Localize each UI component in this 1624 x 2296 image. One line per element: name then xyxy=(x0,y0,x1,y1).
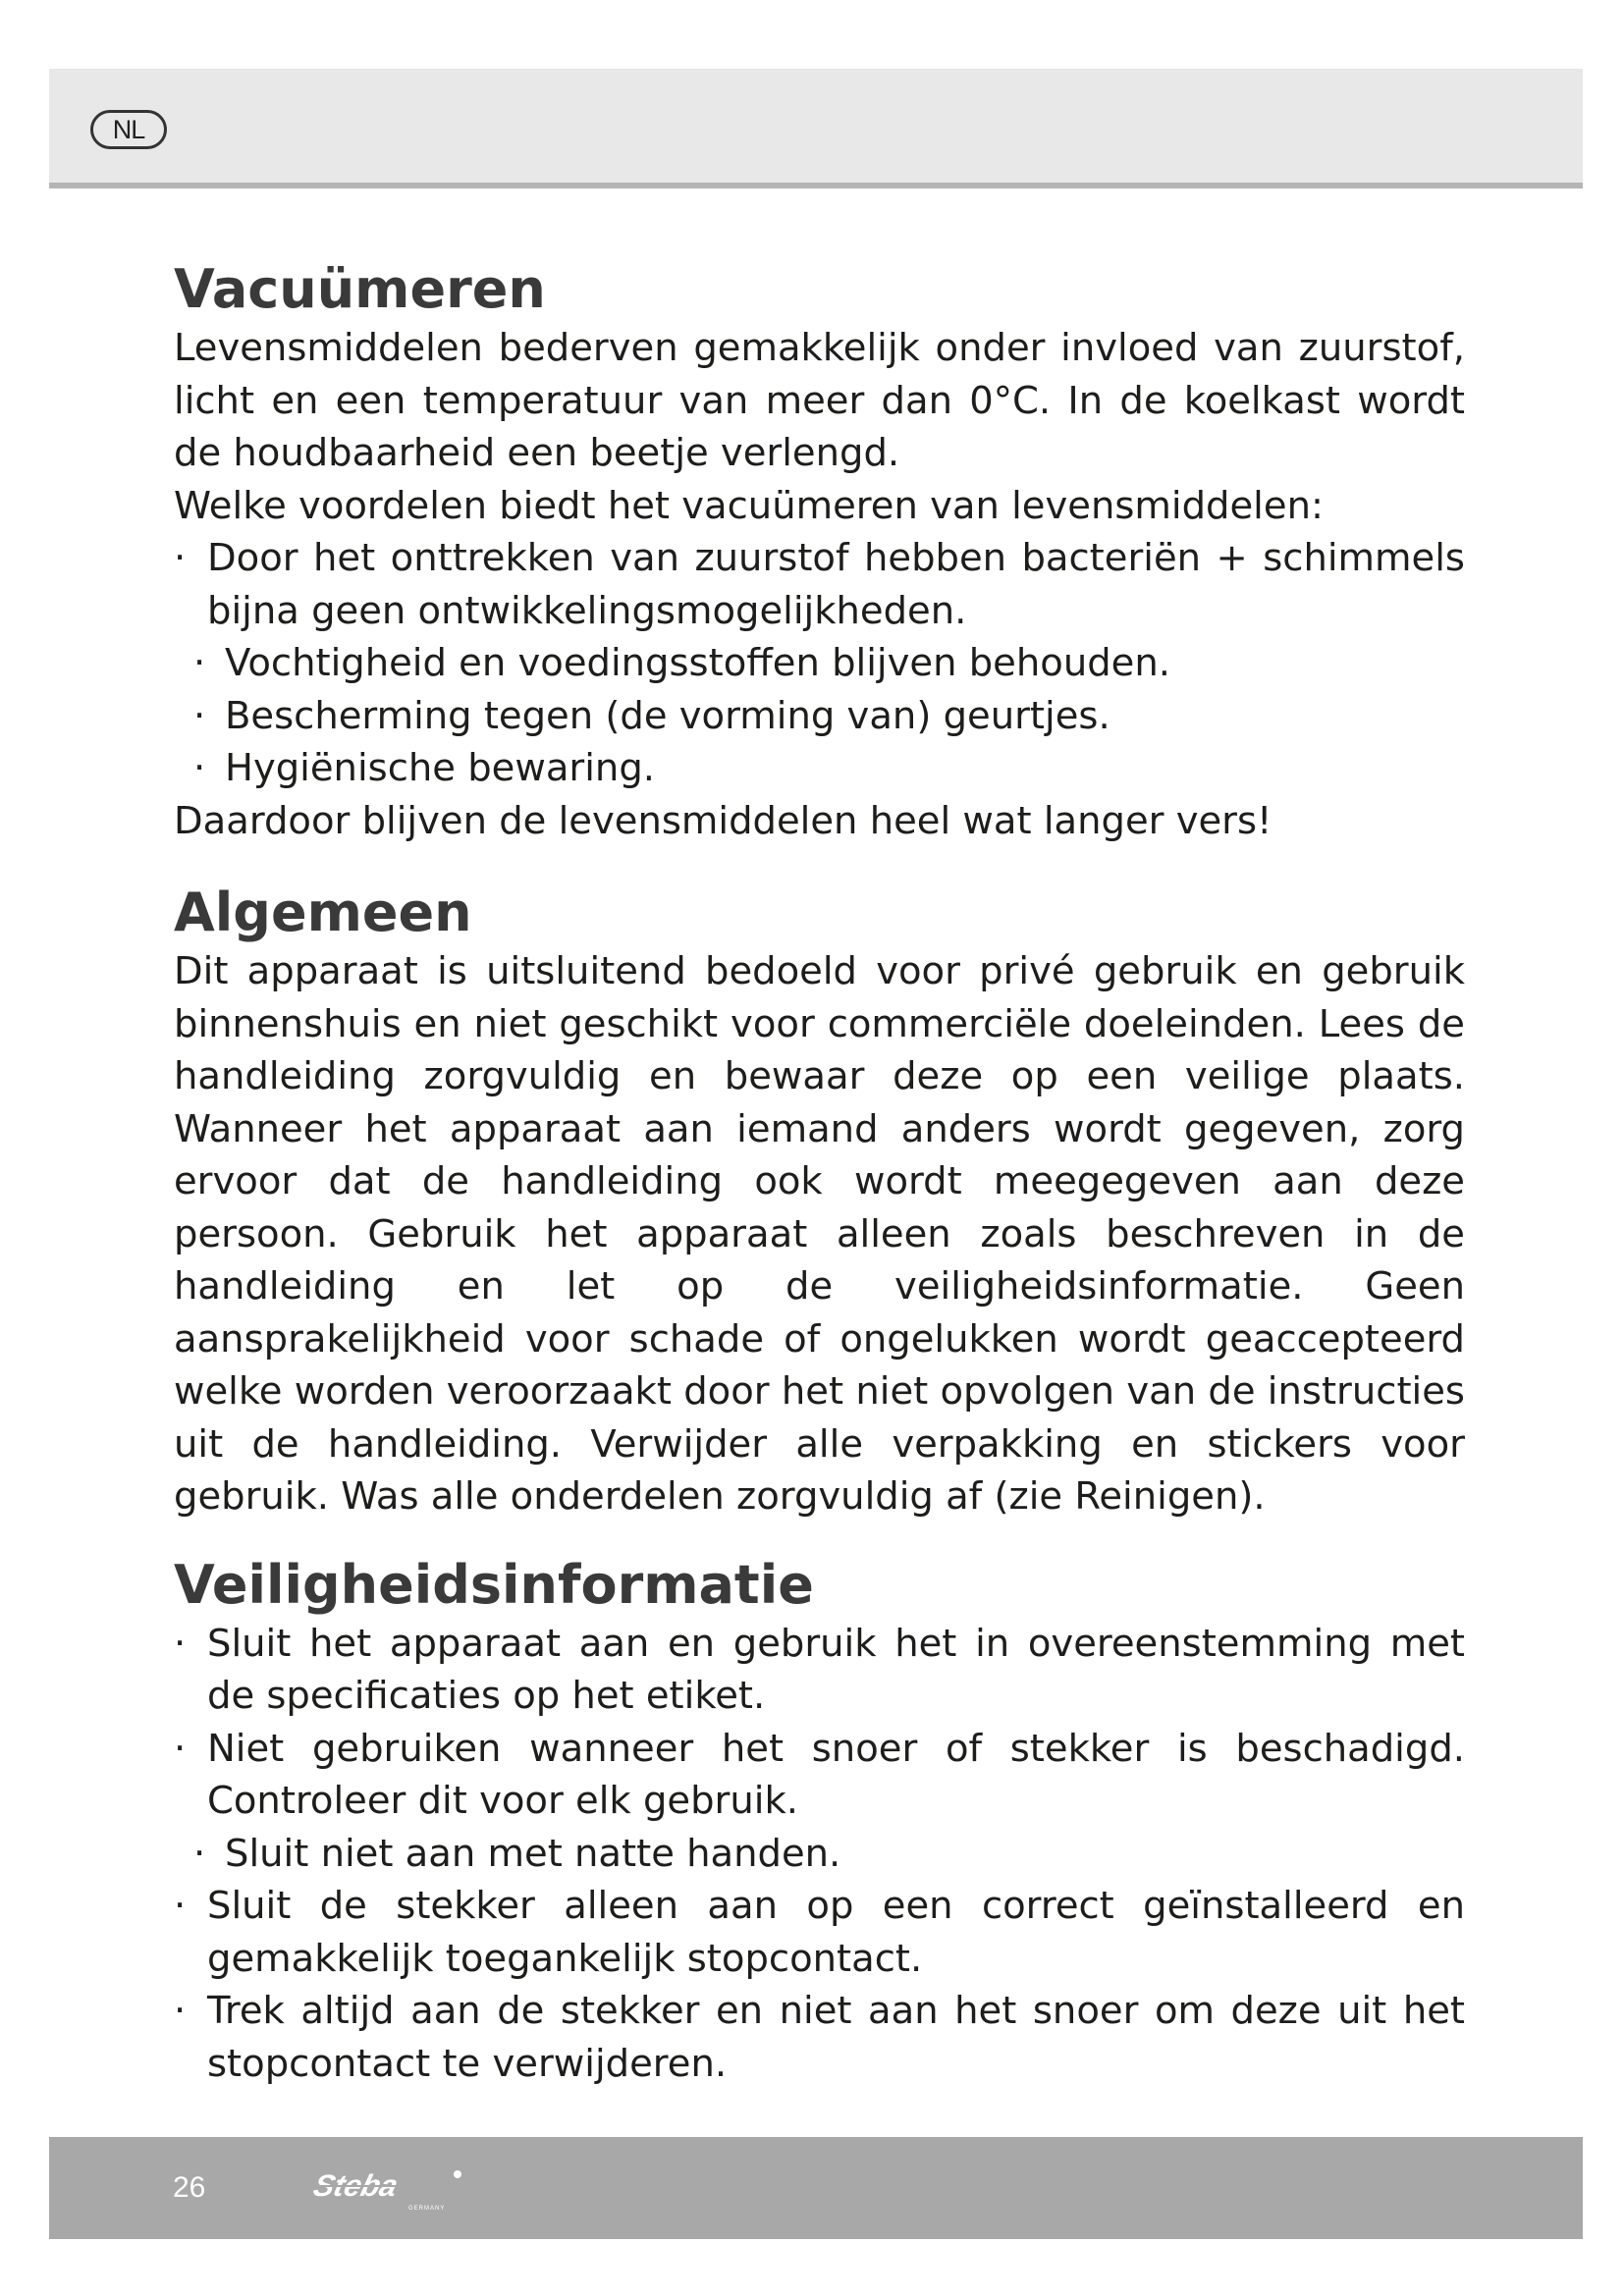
list-item xyxy=(174,1828,1465,1881)
list-item xyxy=(174,690,1465,743)
header-band xyxy=(49,69,1583,188)
list-item xyxy=(174,532,1465,637)
list-item-text: Hygiënische bewaring. xyxy=(225,746,656,790)
list-item xyxy=(174,1618,1465,1723)
benefits-list xyxy=(174,532,1465,795)
section-vacuum xyxy=(174,257,1465,847)
list-item xyxy=(174,637,1465,690)
section-title: Algemeen xyxy=(174,881,472,943)
bullet-icon: · xyxy=(174,1726,187,1771)
list-item xyxy=(174,742,1465,795)
bullet-icon: · xyxy=(193,641,206,685)
section-title: Vacuümeren xyxy=(174,258,546,320)
section-safety xyxy=(174,1553,1465,2091)
logo-registered-dot xyxy=(454,2170,461,2178)
footer-band xyxy=(49,2137,1583,2239)
bullet-icon: · xyxy=(193,746,206,790)
question-paragraph: Welke voordelen biedt het vacuümeren van levensmiddelen: xyxy=(174,483,1324,528)
list-item-text: Niet gebruiken wanneer het snoer of stekker is beschadigd. Controleer dit voor elk gebruik. xyxy=(207,1726,1465,1823)
general-paragraph: Dit apparaat is uitsluitend bedoeld voor privé gebruik en gebruik binnenshuis en niet geschikt voor commerciële doeleinden. Lees de handleiding zorgvuldig en bewaar deze op een veilige plaats. Wanneer het apparaat aan iemand anders wordt gegeven, zorg ervoor dat de handleiding ook wordt meegegeven aan deze persoon. Gebruik het apparaat alleen zoals beschreven in de handleiding en let op de veiligheidsinformatie. Geen aansprakelijkheid voor schade of ongelukken wordt geaccepteerd welke worden veroorzaakt door het niet opvolgen van de instructies uit de handleiding. Verwijder alle verpakking en stickers voor gebruik. Was alle onderdelen zorgvuldig af (zie Reinigen). xyxy=(174,949,1465,1519)
bullet-icon: · xyxy=(174,536,187,580)
main-content xyxy=(174,257,1465,2090)
bullet-icon: · xyxy=(193,1831,206,1876)
section-general xyxy=(174,881,1465,1523)
list-item-text: Sluit de stekker alleen aan op een correct geïnstalleerd en gemakkelijk toegankelijk stopcontact. xyxy=(207,1884,1465,1981)
section-title: Veiligheidsinformatie xyxy=(174,1553,814,1616)
safety-list xyxy=(174,1618,1465,2091)
list-item-text: Door het onttrekken van zuurstof hebben bacteriën + schimmels bijna geen ontwikkelingsmogelijkheden. xyxy=(207,536,1465,633)
list-item-text: Vochtigheid en voedingsstoffen blijven behouden. xyxy=(225,641,1170,685)
bullet-icon: · xyxy=(193,693,206,738)
list-item-text: Trek altijd aan de stekker en niet aan het snoer om deze uit het stopcontact te verwijderen. xyxy=(207,1989,1465,2086)
steba-logo xyxy=(306,2163,465,2216)
list-item xyxy=(174,1985,1465,2090)
list-item-text: Sluit het apparaat aan en gebruik het in overeenstemming met de specificaties op het etiket. xyxy=(207,1621,1465,1718)
logo-wordmark: Steba xyxy=(309,2168,402,2203)
bullet-icon: · xyxy=(174,1989,187,2033)
list-item xyxy=(174,1723,1465,1828)
logo-tagline: GERMANY xyxy=(408,2206,446,2212)
list-item-text: Sluit niet aan met natte handen. xyxy=(225,1831,841,1876)
list-item xyxy=(174,1880,1465,1985)
list-item-text: Bescherming tegen (de vorming van) geurtjes. xyxy=(225,693,1110,738)
language-badge: NL xyxy=(90,110,167,149)
page-number: 26 xyxy=(173,2171,206,2204)
intro-paragraph: Levensmiddelen bederven gemakkelijk onder invloed van zuurstof, licht en een temperatuur van meer dan 0°C. In de koelkast wordt de houdbaarheid een beetje verlengd. xyxy=(174,326,1465,475)
bullet-icon: · xyxy=(174,1621,187,1666)
bullet-icon: · xyxy=(174,1884,187,1928)
closing-paragraph: Daardoor blijven de levensmiddelen heel wat langer vers! xyxy=(174,798,1272,843)
